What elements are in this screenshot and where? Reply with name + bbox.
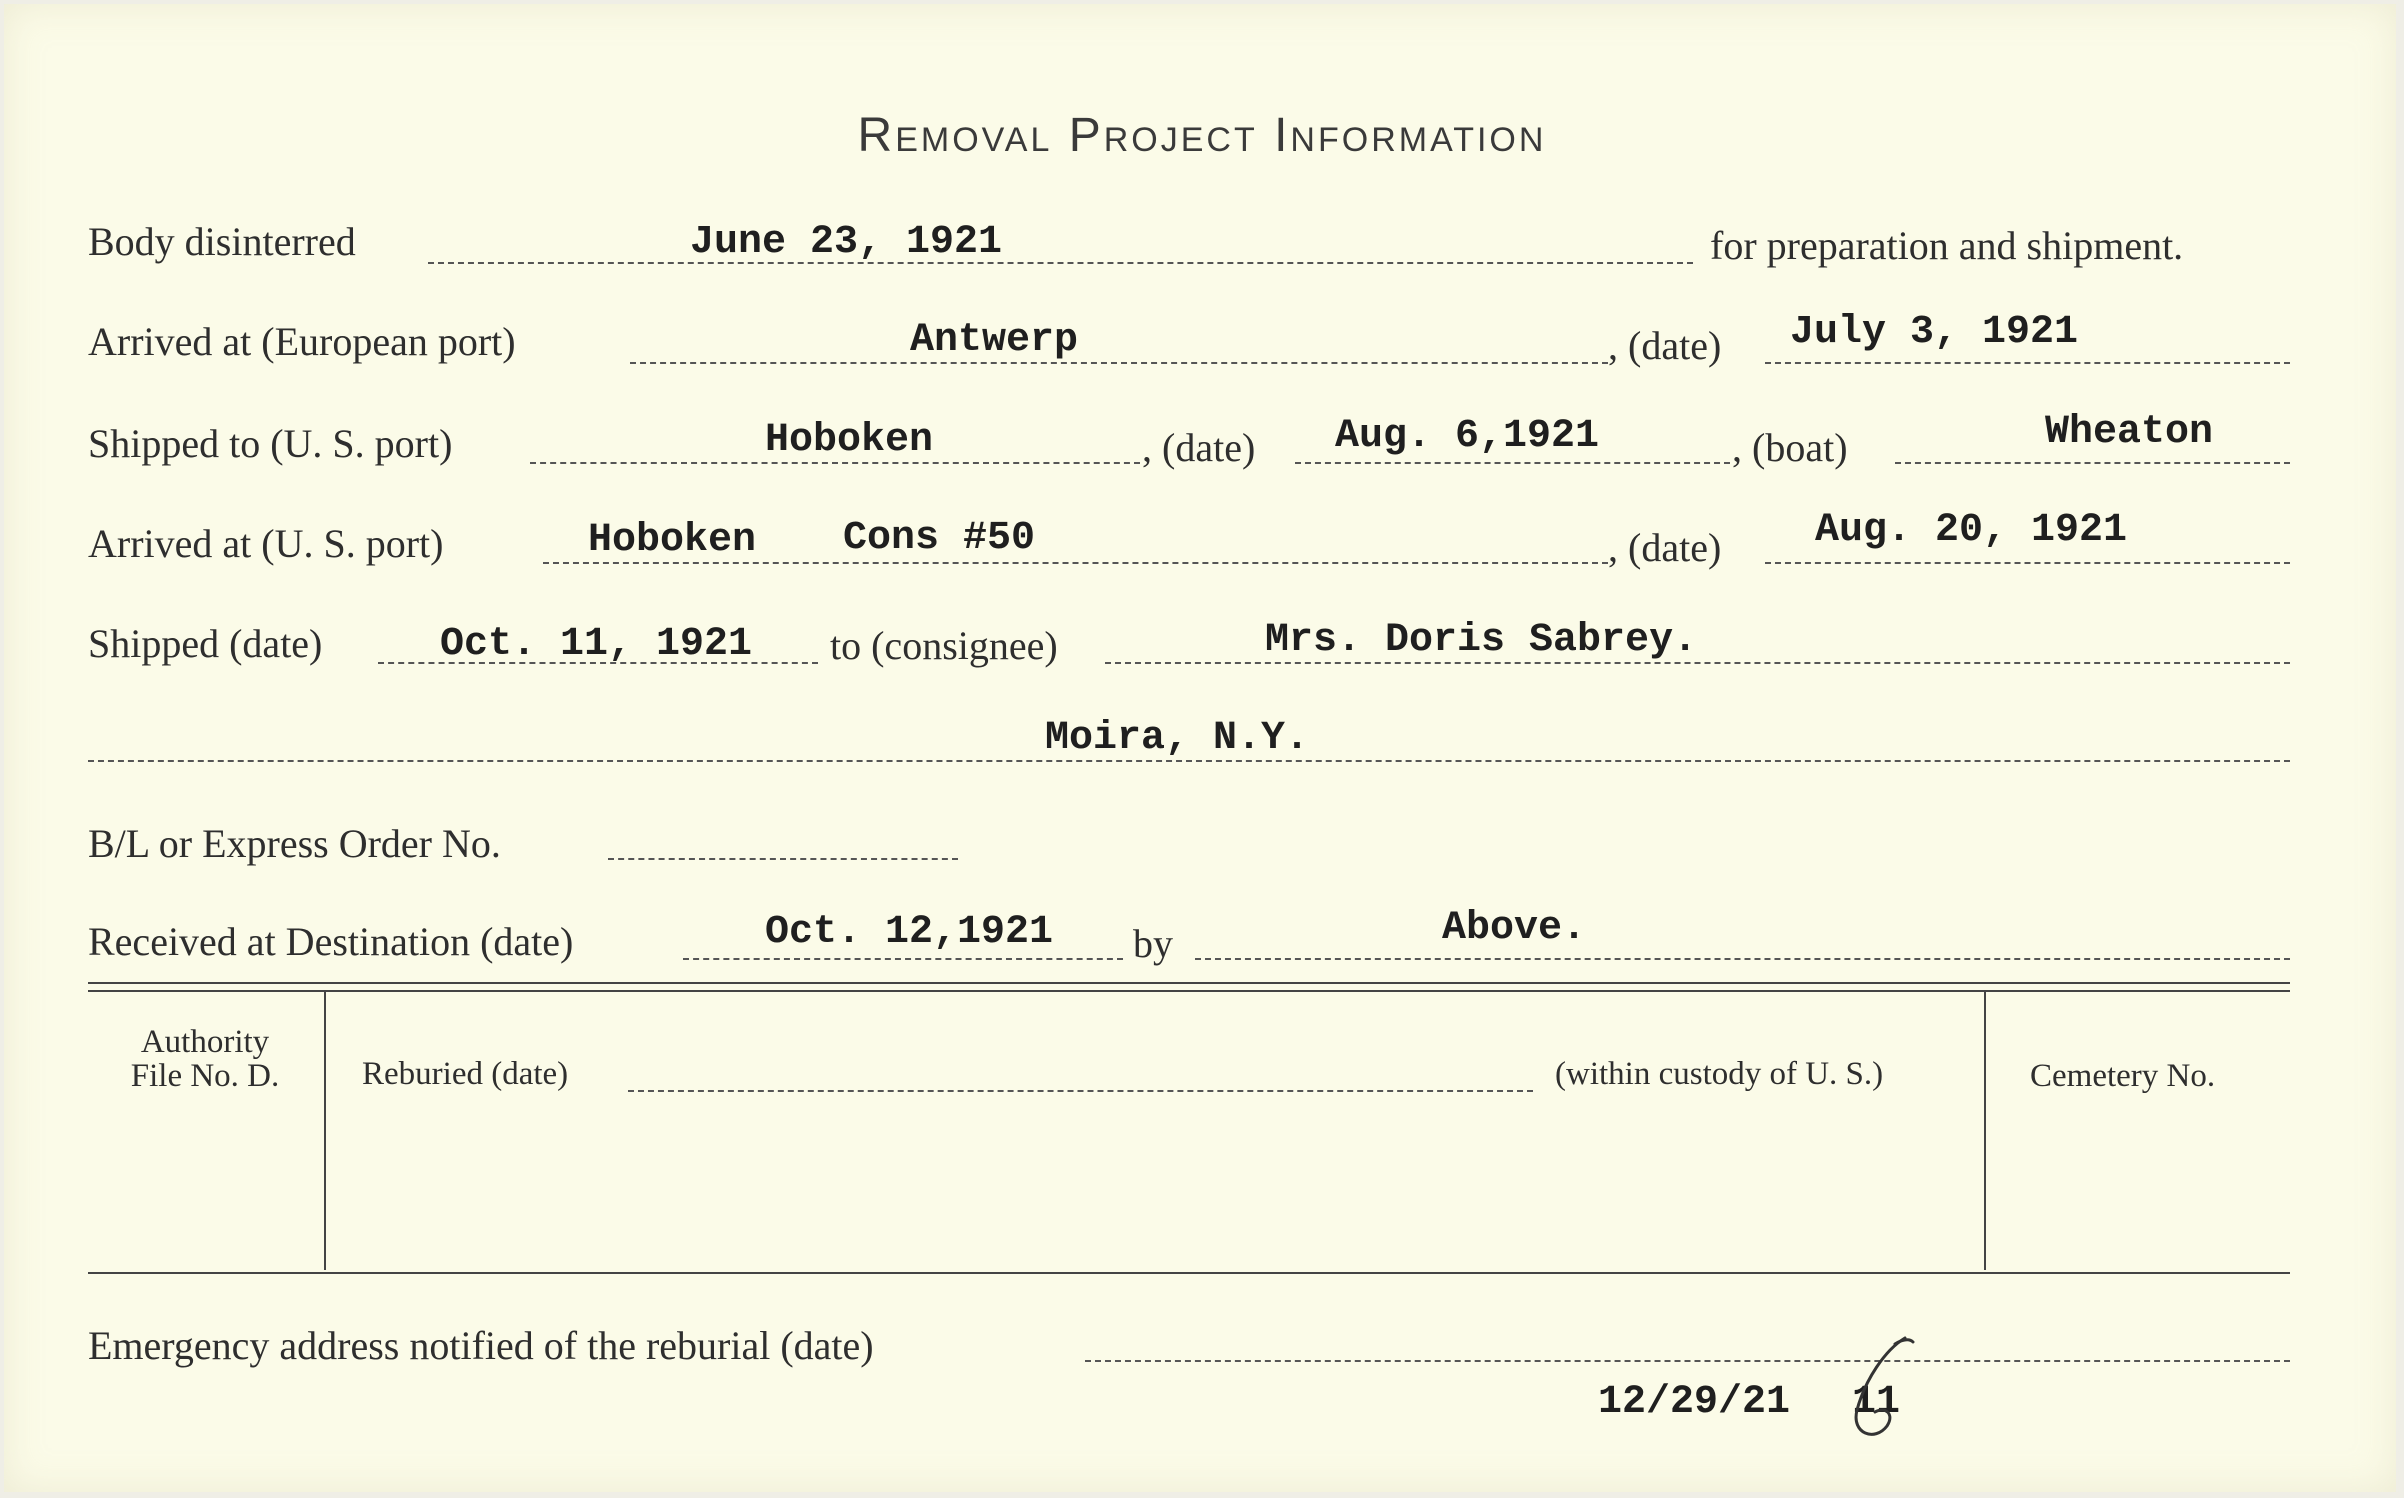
body-disinterred-suffix: for preparation and shipment. xyxy=(1710,223,2184,268)
arrived-us-date-label: , (date) xyxy=(1608,525,1722,570)
arrived-european-line xyxy=(630,362,1608,364)
shipped-date-value: Oct. 11, 1921 xyxy=(440,622,753,667)
received-by: Above. xyxy=(1442,906,1587,951)
received-by-line xyxy=(1195,958,2290,960)
consignee-name: Mrs. Doris Sabrey. xyxy=(1265,618,1698,663)
box-top-rule-2 xyxy=(88,990,2290,992)
shipped-us-date: Aug. 6,1921 xyxy=(1335,414,1600,459)
shipped-us-label: Shipped to (U. S. port) xyxy=(88,421,453,466)
shipped-us-boat: Wheaton xyxy=(2045,410,2214,455)
handwritten-initial-mark xyxy=(1835,1330,1925,1450)
arrived-us-date-line xyxy=(1765,562,2290,564)
consignee-address: Moira, N.Y. xyxy=(1045,716,1310,761)
shipped-us-boat-line xyxy=(1895,462,2290,464)
received-label: Received at Destination (date) xyxy=(88,919,574,964)
emergency-line xyxy=(1085,1360,2290,1362)
received-date-line xyxy=(683,958,1123,960)
shipped-us-boat-label: , (boat) xyxy=(1732,425,1848,470)
arrived-european-label: Arrived at (European port) xyxy=(88,319,516,364)
arrived-european-date-label: , (date) xyxy=(1608,323,1722,368)
emergency-label: Emergency address notified of the reburial (date) xyxy=(88,1323,874,1368)
consignee-label: to (consignee) xyxy=(830,623,1058,668)
arrived-european-date: July 3, 1921 xyxy=(1790,310,2079,355)
authority-label: Authority xyxy=(140,1024,270,1060)
body-disinterred-label: Body disinterred xyxy=(88,219,356,264)
box-divider-left xyxy=(324,992,326,1270)
arrived-european-date-line xyxy=(1765,362,2290,364)
box-divider-right xyxy=(1984,992,1986,1270)
card-title: Removal Project Information xyxy=(857,109,1547,162)
arrived-european-port: Antwerp xyxy=(910,318,1079,363)
shipped-us-date-line xyxy=(1295,462,1730,464)
reburied-label: Reburied (date) xyxy=(362,1056,569,1092)
emergency-date: 12/29/21 xyxy=(1598,1380,1791,1425)
received-date: Oct. 12,1921 xyxy=(765,910,1054,955)
cemetery-label: Cemetery No. xyxy=(2030,1058,2216,1094)
file-no-label: File No. D. xyxy=(130,1058,280,1094)
body-disinterred-line xyxy=(428,262,1693,264)
emergency-initials: 11 xyxy=(1852,1380,1901,1425)
custody-label: (within custody of U. S.) xyxy=(1555,1056,1884,1092)
arrived-us-date: Aug. 20, 1921 xyxy=(1815,508,2128,553)
arrived-us-consignment: Cons #50 xyxy=(843,516,1036,561)
bl-order-label: B/L or Express Order No. xyxy=(88,821,501,866)
body-disinterred-value: June 23, 1921 xyxy=(690,220,1003,265)
shipped-us-date-label: , (date) xyxy=(1142,425,1256,470)
received-by-label: by xyxy=(1133,921,1173,966)
shipped-date-label: Shipped (date) xyxy=(88,621,323,666)
box-top-rule xyxy=(88,982,2290,984)
shipped-us-port: Hoboken xyxy=(765,418,934,463)
arrived-us-port: Hoboken xyxy=(588,518,757,563)
arrived-us-label: Arrived at (U. S. port) xyxy=(88,521,444,566)
box-bottom-rule xyxy=(88,1272,2290,1274)
reburied-line xyxy=(628,1090,1533,1092)
bl-order-line xyxy=(608,858,958,860)
